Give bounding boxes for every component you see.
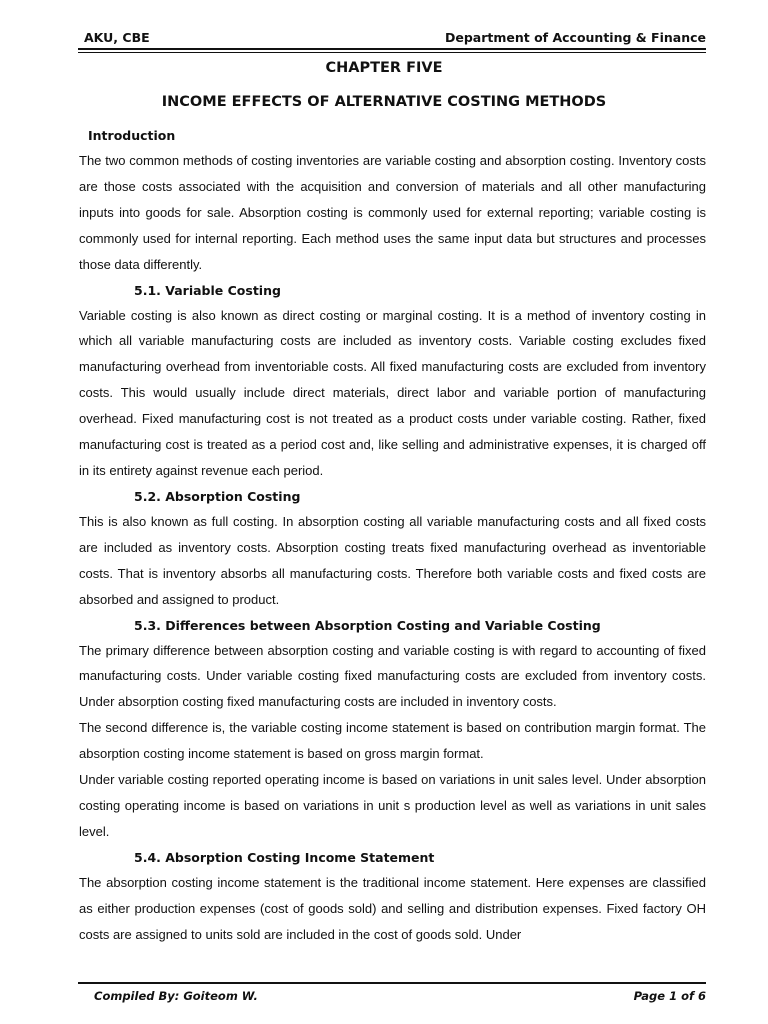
- section-heading-introduction: Introduction: [88, 128, 176, 143]
- section-heading-absorption-costing: 5.2. Absorption Costing: [134, 488, 301, 504]
- header-rule-thin: [78, 52, 706, 53]
- paragraph-differences-1: The primary difference between absorption costing and variable costing is with regard to accounting of fixed manufacturing costs. Under variable costing fixed manufacturing costs are excluded from inventory costs. Under absorption costing fixed manufacturing costs are included in inventory costs.: [79, 642, 706, 710]
- chapter-title: CHAPTER FIVE: [325, 60, 443, 76]
- paragraph-absorption-costing: This is also known as full costing. In absorption costing all variable manufacturing costs and all fixed costs are included as inventory costs. Absorption costing treats fixed manufacturing overhead as inventoriable costs. That is inventory absorbs all manufacturing costs. Therefore both variable costs and fixed costs are absorbed and assigned to product.: [79, 513, 706, 607]
- paragraph-differences-2: The second difference is, the variable costing income statement is based on contribution margin format. The absorption costing income statement is based on gross margin format.: [79, 720, 706, 762]
- footer-rule: [78, 982, 706, 984]
- paragraph-variable-costing: Variable costing is also known as direct costing or marginal costing. It is a method of inventory costing in which all variable manufacturing costs are included as inventory costs. Variable costing excludes fixed manufacturing overhead from inventoriable costs. All fixed manufacturing costs are excluded from inventory costs. This would usually include direct materials, direct labor and variable portion of manufacturing overhead. Fixed manufacturing cost is not treated as a product costs under variable costing. Rather, fixed manufacturing cost is treated as a period cost and, like selling and administrative expenses, it is charged off in its entirety against revenue each period.: [79, 307, 706, 478]
- page-header: [78, 28, 706, 48]
- section-heading-absorption-income-statement: 5.4. Absorption Costing Income Statement: [134, 849, 435, 865]
- header-department: Department of Accounting & Finance: [444, 30, 706, 45]
- paragraph-introduction: The two common methods of costing inventories are variable costing and absorption costing. Inventory costs are those costs associated with the acquisition and conversion of materials and all other manufacturing inputs into goods for sale. Absorption costing is commonly used for external reporting; variable costing is commonly used for internal reporting. Each method uses the same input data but structures and processes those data differently.: [79, 153, 706, 272]
- section-heading-differences: 5.3. Differences between Absorption Costing and Variable Costing: [134, 617, 601, 633]
- chapter-subtitle: INCOME EFFECTS OF ALTERNATIVE COSTING METHODS: [161, 94, 607, 110]
- section-heading-variable-costing: 5.1. Variable Costing: [134, 282, 281, 298]
- header-institution: AKU, CBE: [84, 30, 150, 45]
- footer-page-number: Page 1 of 6: [633, 989, 706, 1003]
- footer-compiler: Compiled By: Goiteom W.: [94, 989, 258, 1003]
- document-body: [79, 124, 706, 947]
- paragraph-differences-3: Under variable costing reported operating income is based on variations in unit sales level. Under absorption costing operating income is based on variations in unit s production level as well as variations in unit sales level.: [79, 772, 706, 839]
- paragraph-absorption-income-statement: The absorption costing income statement is the traditional income statement. Here expenses are classified as either production expenses (cost of goods sold) and selling and distribution expenses. Fixed factory OH costs are assigned to units sold are included in the cost of goods sold. Under: [79, 874, 706, 942]
- header-rule-thick: [78, 48, 706, 50]
